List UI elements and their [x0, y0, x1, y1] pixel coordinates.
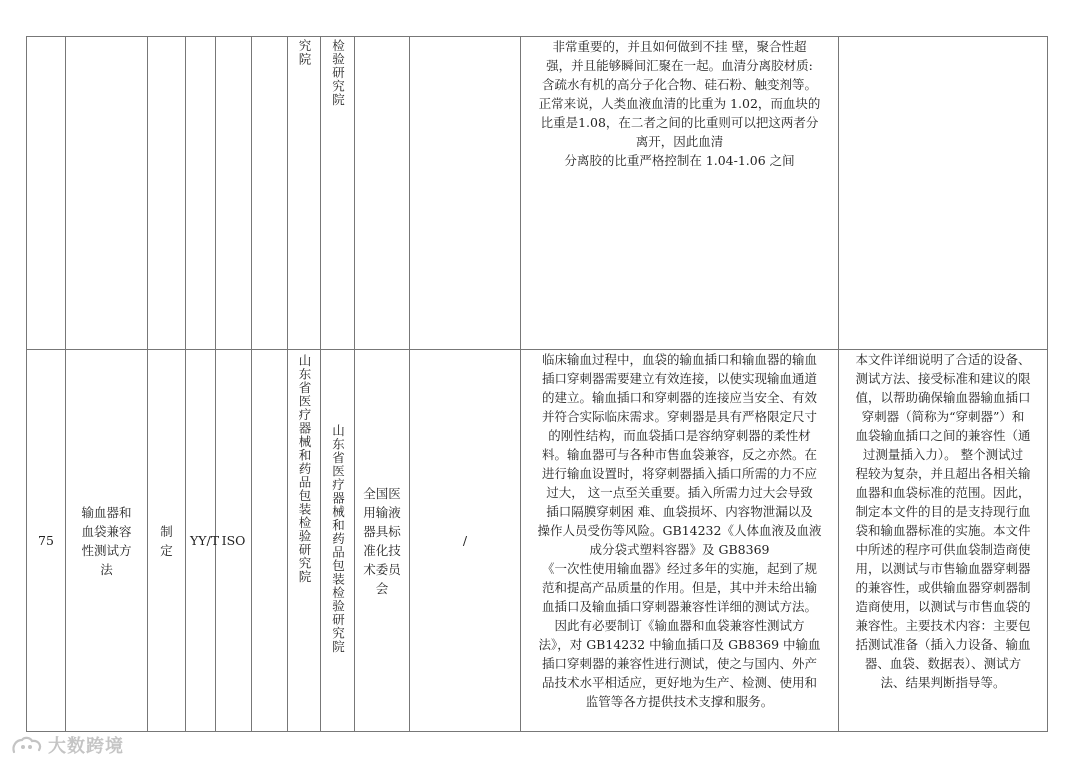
purpose-line: 因此有必要制订《输血器和血袋兼容性测试方	[554, 618, 805, 633]
cell-committee-prev	[355, 37, 410, 350]
purpose-line: 过大， 这一点至关重要。插入所需力过大会导致	[546, 485, 813, 500]
cell-adopt-prev	[216, 37, 252, 350]
cell-class-prev	[186, 37, 216, 350]
purpose-line: 的刚性结构，而血袋插口是容纳穿刺器的柔性材	[548, 428, 811, 443]
content-line: 的兼容性，或供输血器穿刺器制	[855, 580, 1031, 595]
purpose-line: 成分袋式塑料容器》及 GB8369	[589, 542, 770, 557]
content-line: 值，以帮助确保输血器输血插口	[855, 390, 1031, 405]
cell-content	[839, 350, 1048, 732]
cell-name	[66, 350, 148, 732]
purpose-line: 范和提高产品质量的作用。但是，其中并未给出输	[541, 580, 817, 595]
content-line: 血器和血袋标准的范围。因此，	[855, 485, 1031, 500]
cell-committee	[355, 350, 410, 732]
purpose-line: 分离胶的比重严格控制在 1.04-1.06 之间	[564, 153, 795, 168]
purpose-line: 插口穿刺器需要建立有效连接，以使实现输血通道	[541, 371, 817, 386]
content-line: 穿刺器（简称为“穿刺器”）和	[861, 409, 1025, 424]
content-line: 测试方法、接受标准和建议的限	[855, 371, 1031, 386]
standards-table	[26, 36, 1048, 732]
purpose-line: 插口穿刺器的兼容性进行测试，使之与国内、外产	[541, 656, 817, 671]
purpose-line: 操作人员受伤等风险。GB14232《人体血液及血液	[537, 523, 822, 538]
cell-no-prev	[27, 37, 66, 350]
purpose-line: 进行输血设置时，将穿刺器插入插口所需的力不应	[541, 466, 817, 481]
cell-purpose	[521, 350, 839, 732]
content-line: 括测试准备（插入力设备、输血	[855, 637, 1031, 652]
row-number: 75	[38, 533, 54, 548]
purpose-line: 插口隔膜穿刺困 难、血袋损坏、内容物泄漏以及	[546, 504, 813, 519]
cell-org	[321, 350, 355, 732]
project-type: 制定	[160, 523, 173, 558]
purpose-line: 的建立。输血插口和穿刺器的连接应当安全、有效	[541, 390, 817, 405]
purpose-line: 比重是1.08，在二者之间的比重则可以把这两者分	[540, 115, 819, 130]
cell-drafter-prev	[288, 37, 321, 350]
content-line: 用，以测试与市售输血器穿刺器	[855, 561, 1031, 576]
cell-drafter	[288, 350, 321, 732]
purpose-line: 正常来说，人类血液血清的比重为 1.02，而血块的	[538, 96, 821, 111]
purpose-line: 品技术水平相适应，更好地为生产、检测、使用和	[541, 675, 817, 690]
content-line: 袋和输血器标准的实施。本文件	[855, 523, 1031, 538]
standard-class: YY/T	[190, 533, 220, 548]
org-unit: 山东省医疗器械和药品包装检验研究院	[330, 424, 346, 654]
content-line: 中所述的程序可供血袋制造商使	[855, 542, 1031, 557]
content-line: 血袋输血插口之间的兼容性（通	[855, 428, 1031, 443]
content-line: 兼容性。主要技术内容：主要包	[855, 618, 1031, 633]
cell-purpose-prev	[521, 37, 839, 350]
cell-content-prev	[839, 37, 1048, 350]
cell-blank-prev	[252, 37, 288, 350]
purpose-line: 并符合实际临床需求。穿刺器是具有严格限定尺寸	[541, 409, 817, 424]
watermark	[10, 732, 124, 758]
watermark-text: 大数跨境	[48, 736, 124, 757]
cell-org-prev	[321, 37, 355, 350]
content-line: 制定本文件的目的是支持现行血	[855, 504, 1031, 519]
content-line: 过测量插入力）。 整个测试过	[862, 447, 1024, 462]
cell-type-prev	[148, 37, 186, 350]
purpose-line: 监管等各方提供技术支撑和服务。	[585, 694, 774, 709]
content-line: 器、血袋、数据表）、测试方	[864, 656, 1022, 671]
drafter-text-prev: 究院	[297, 39, 312, 66]
purpose-line: 血插口及输血插口穿刺器兼容性详细的测试方法。	[541, 599, 817, 614]
content-line: 本文件详细说明了合适的设备、	[855, 352, 1031, 367]
standard-name: 输血器和血袋兼容性测试方法	[81, 504, 132, 577]
org-text-prev: 检验研究院	[330, 39, 346, 107]
cell-no	[27, 350, 66, 732]
cell-class	[186, 350, 220, 732]
purpose-line: 法》，对 GB14232 中输血插口及 GB8369 中输血	[538, 637, 821, 652]
purpose-line: 非常重要的，并且如何做到不挂 壁，聚合性超	[552, 39, 807, 54]
content-line: 法、结果判断指导等。	[880, 675, 1006, 690]
purpose-line: 离开，因此血清	[635, 134, 724, 149]
drafter-unit: 山东省医疗器械和药品包装检验研究院	[297, 354, 312, 584]
purpose-line: 临床输血过程中，血袋的输血插口和输血器的输血	[541, 352, 817, 367]
cell-adopt	[216, 350, 252, 732]
adopt-standard: ISO	[221, 533, 246, 548]
cell-type	[148, 350, 186, 732]
committee-name: 全国医用输液器具标准化技术委员会	[363, 485, 401, 596]
cell-slash-prev	[410, 37, 521, 350]
table-row-prev	[27, 37, 1048, 350]
purpose-line: 《一次性使用输血器》经过多年的实施，起到了规	[541, 561, 817, 576]
purpose-line: 料。输血器可与各种市售血袋兼容，反之亦然。在	[541, 447, 817, 462]
cell-slash	[410, 350, 521, 732]
purpose-line: 强，并且能够瞬间汇聚在一起。血清分离胶材质:	[546, 58, 813, 73]
content-line: 造商使用，以测试与市售血袋的	[855, 599, 1031, 614]
table-row-75	[27, 350, 1048, 732]
cell-blank	[252, 350, 288, 732]
purpose-line: 含疏水有机的高分子化合物、硅石粉、触变剂等。	[541, 77, 817, 92]
cell-name-prev	[66, 37, 148, 350]
content-line: 程较为复杂，并且超出各相关输	[855, 466, 1031, 481]
brand-logo-icon	[10, 734, 44, 756]
slash-mark: /	[462, 533, 468, 548]
